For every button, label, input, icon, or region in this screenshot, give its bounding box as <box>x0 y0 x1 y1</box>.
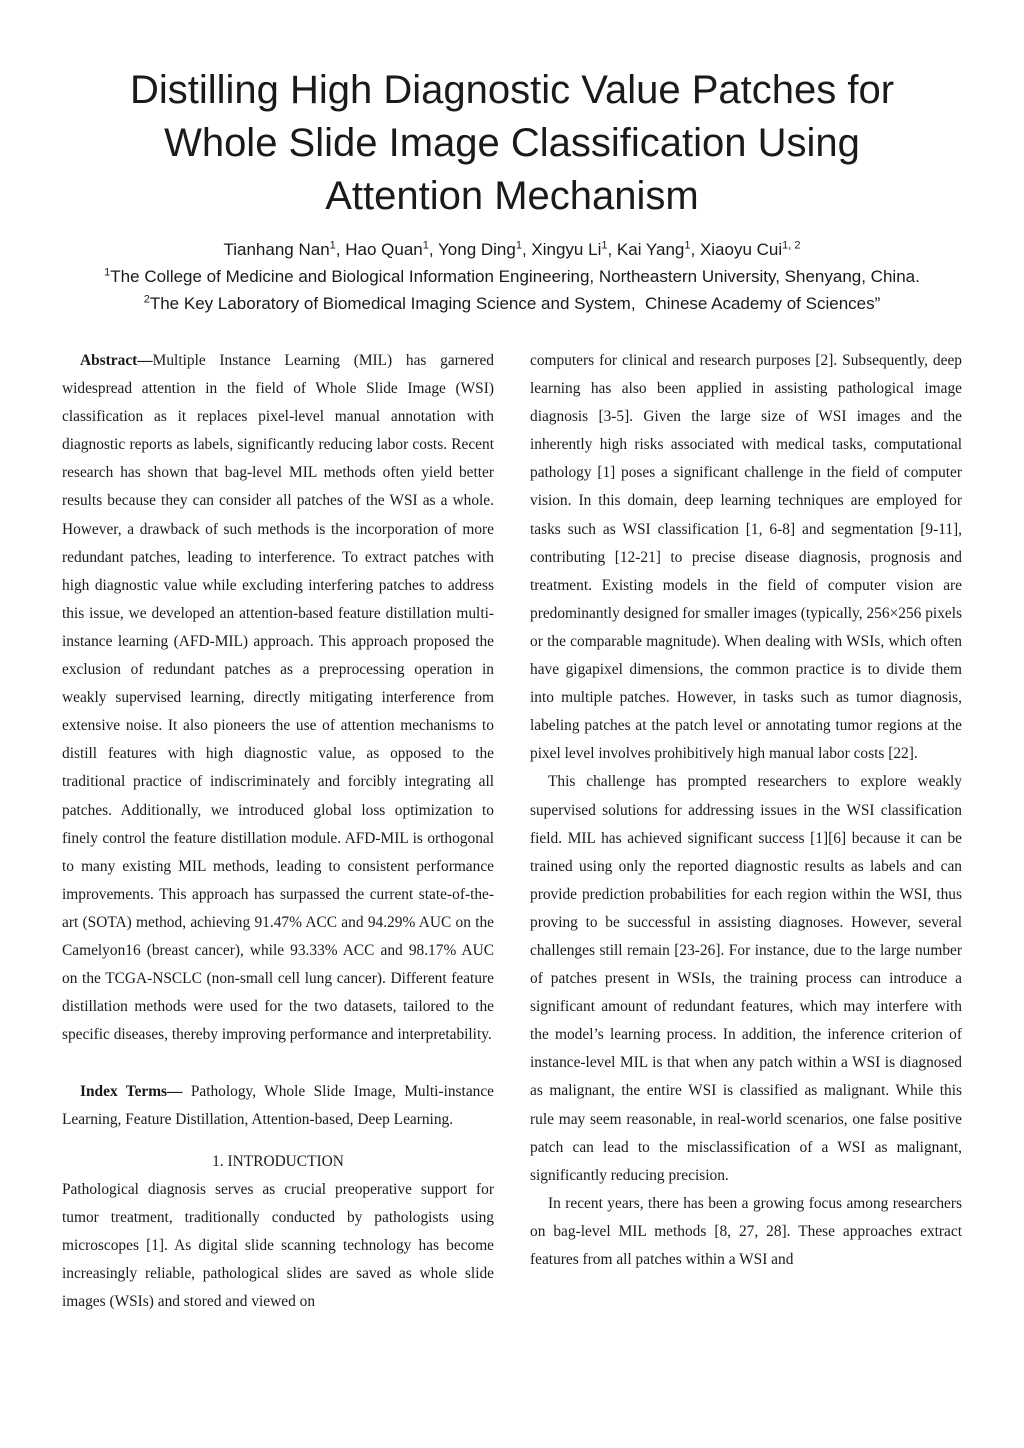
body-paragraph: This challenge has prompted researchers to explore weakly supervised solutions for addressing issues in the WSI classification field. MIL has achieved significant success [1][6] because it can be trained using only the reported diagnostic results as labels and can provide prediction probabilities for each region within the WSI, thus proving to be successful in assisting diagnoses. However, several challenges still remain [23-26]. For instance, due to the large number of patches present in WSIs, the training process can introduce a significant amount of redundant features, which may interfere with the model’s learning process. In addition, the inference criterion of instance-level MIL is that when any patch within a WSI is diagnosed as malignant, the entire WSI is classified as malignant. While this rule may seem reasonable, in real-world scenarios, one false positive patch can lead to the misclassification of a WSI as malignant, significantly reducing precision. <box>530 773 962 1184</box>
abstract-text: Multiple Instance Learning (MIL) has garnered widespread attention in the field of Whole Slide Image (WSI) classification as it replaces pixel-level manual annotation with diagnostic reports as labels, significantly reducing labor costs. Recent research has shown that bag-level MIL methods often yield better results because they can consider all patches of the WSI as a whole. However, a drawback of such methods is the incorporation of more redundant patches, leading to interference. To extract patches with high diagnostic value while excluding interfering patches to address this issue, we developed an attention-based feature distillation multi-instance learning (AFD-MIL) approach. This approach proposed the exclusion of redundant patches as a preprocessing operation in weakly supervised learning, directly mitigating interference from extensive noise. It also pioneers the use of attention mechanisms to distill features with high diagnostic value, as opposed to the traditional practice of indiscriminately and forcibly integrating all patches. Additionally, we introduced global loss optimization to finely control the feature distillation module. AFD-MIL is orthogonal to many existing MIL methods, leading to consistent performance improvements. This approach has surpassed the current state-of-the-art (SOTA) method, achieving 91.47% ACC and 94.29% AUC on the Camelyon16 (breast cancer), while 93.33% ACC and 98.17% AUC on the TCGA-NSCLC (non-small cell lung cancer). Different feature distillation methods were used for the two datasets, tailored to the specific diseases, thereby improving performance and interpretability. <box>62 352 494 1044</box>
abstract-label: Abstract— <box>80 352 153 369</box>
author-name: Tianhang Nan <box>223 240 330 259</box>
author-affiliation-mark: 1 <box>422 239 429 252</box>
author-name: Kai Yang <box>616 240 685 259</box>
author-affiliation-mark: 1 <box>601 239 608 252</box>
index-terms <box>62 1078 494 1134</box>
affiliation-1 <box>0 263 1024 290</box>
abstract <box>62 347 494 1049</box>
author-name: Xingyu Li <box>531 240 602 259</box>
index-terms-label: Index Terms— <box>80 1083 183 1101</box>
author-name: Hao Quan <box>345 240 423 259</box>
author-name: Yong Ding <box>438 240 516 259</box>
right-column <box>530 347 962 1274</box>
author-affiliation-mark: 1 <box>684 239 691 252</box>
author-affiliation-mark: 1, 2 <box>782 239 801 252</box>
index-terms-text: Pathology, Whole Slide Image, Multi-instance Learning, Feature Distillation, Attention-based, Deep Learning. <box>62 1083 495 1129</box>
author-affiliation-mark: 1 <box>515 239 522 252</box>
author-affiliation-mark: 1 <box>329 239 336 252</box>
affiliation-2 <box>0 290 1024 317</box>
author-name: Xiaoyu Cui <box>699 240 783 259</box>
title-line: Distilling High Diagnostic Value Patches for <box>129 68 895 112</box>
affiliation-mark: 1 <box>104 266 111 279</box>
left-column <box>62 347 494 1316</box>
author-list: Tianhang Nan$^1$, Hao Quan$^1$, Yong Ding$^1$, Xingyu Li$^1$, Kai Yang$^1$, Xiaoyu Cui$^{1, 2}$ <box>223 239 801 259</box>
section-heading: 1. INTRODUCTION <box>212 1152 344 1170</box>
body-paragraph: In recent years, there has been a growing focus among researchers on bag-level MIL methods [8, 27, 28]. These approaches extract features from all patches within a WSI and <box>530 1194 962 1268</box>
author-block <box>0 236 1024 317</box>
affiliation-mark: 2 <box>143 293 150 306</box>
body-paragraph: computers for clinical and research purposes [2]. Subsequently, deep learning has also been applied in assisting pathological image diagnosis [3-5]. Given the large size of WSI images and the inherently high risks associated with medical tasks, computational pathology [1] poses a significant challenge in the field of computer vision. In this domain, deep learning techniques are employed for tasks such as WSI classification [1, 6-8] and segmentation [9-11], contributing [12-21] to precise disease diagnosis, prognosis and treatment. Existing models in the field of computer vision are predominantly designed for smaller images (typically, 256×256 pixels or the comparable magnitude). When dealing with WSIs, which often have gigapixel dimensions, the common practice is to divide them into multiple patches. However, in tasks such as tumor diagnosis, labeling patches at the patch level or annotating tumor regions at the pixel level involves prohibitively high manual labor costs [22]. <box>530 352 962 763</box>
affiliation-text: The College of Medicine and Biological Information Engineering, Northeastern University, Shenyang, China. <box>110 267 920 286</box>
affiliation-text: The Key Laboratory of Biomedical Imaging Science and System, Chinese Academy of Sciences” <box>149 294 881 313</box>
intro-paragraph: Pathological diagnosis serves as crucial preoperative support for tumor treatment, traditionally conducted by pathologists using microscopes [1]. As digital slide scanning technology has become increasingly reliable, pathological slides are saved as whole slide images (WSIs) and stored and viewed on <box>62 1180 494 1310</box>
title-line: Whole Slide Image Classification Using <box>164 121 860 165</box>
title-line: Attention Mechanism <box>325 174 699 218</box>
paper-title <box>0 64 1024 223</box>
